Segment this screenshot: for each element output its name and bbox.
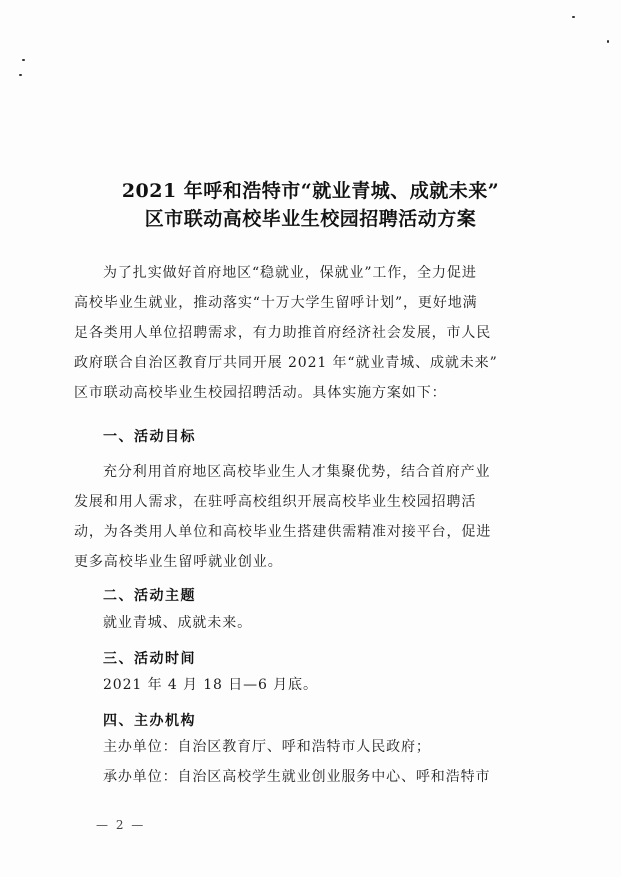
- scan-speck: [572, 16, 575, 18]
- scan-speck: [607, 40, 609, 43]
- scan-speck: [19, 74, 22, 76]
- section4-line: 主办单位：自治区教育厅、呼和浩特市人民政府；: [103, 739, 431, 755]
- section1-line: 发展和用人需求，在驻呼高校组织开展高校毕业生校园招聘活: [74, 494, 477, 510]
- scan-speck: [22, 59, 25, 61]
- intro-line: 区市联动高校毕业生校园招聘活动。具体实施方案如下：: [74, 385, 447, 401]
- section1-line: 更多高校毕业生留呼就业创业。: [74, 554, 283, 570]
- section2-text: 就业青城、成就未来。: [103, 615, 252, 631]
- document-title-line-1: 2021 年呼和浩特市“就业青城、成就未来”: [121, 180, 500, 202]
- section-heading-theme: 二、活动主题: [103, 588, 196, 604]
- document-title-line-2: 区市联动高校毕业生校园招聘活动方案: [144, 208, 477, 230]
- section4-line: 承办单位：自治区高校学生就业创业服务中心、呼和浩特市: [103, 769, 491, 785]
- section1-line: 充分利用首府地区高校毕业生人才集聚优势，结合首府产业: [103, 464, 491, 480]
- section-heading-goal: 一、活动目标: [103, 429, 196, 445]
- section1-line: 动，为各类用人单位和高校毕业生搭建供需精准对接平台，促进: [74, 524, 492, 540]
- intro-line: 为了扎实做好首府地区“稳就业，保就业”工作，全力促进: [103, 265, 477, 281]
- section-heading-organizers: 四、主办机构: [103, 713, 196, 729]
- page-number: — 2 —: [96, 818, 146, 832]
- intro-line: 高校毕业生就业，推动落实“十万大学生留呼计划”，更好地满: [74, 295, 478, 311]
- section3-text: 2021 年 4 月 18 日—6 月底。: [103, 677, 318, 693]
- section-heading-time: 三、活动时间: [103, 651, 196, 667]
- intro-line: 足各类用人单位招聘需求，有力助推首府经济社会发展，市人民: [74, 325, 492, 341]
- intro-line: 政府联合自治区教育厅共同开展 2021 年“就业青城、成就未来”: [74, 355, 498, 371]
